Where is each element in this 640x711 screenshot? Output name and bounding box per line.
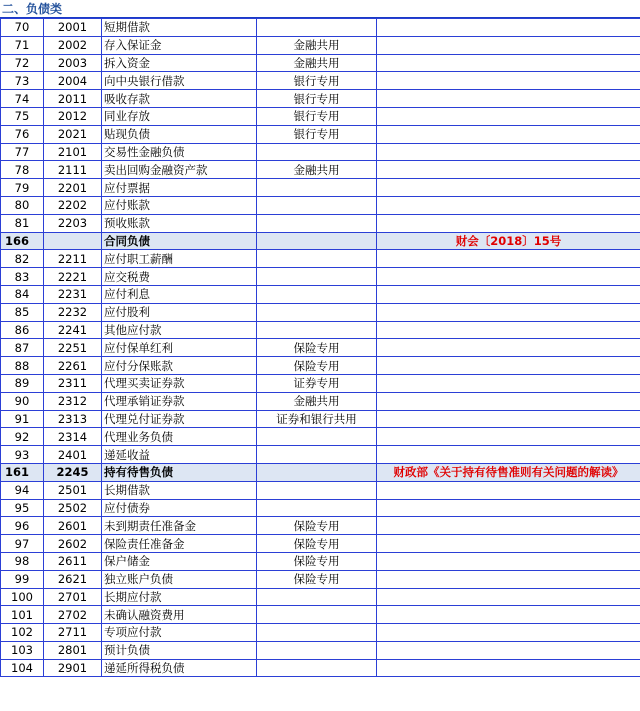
cell-note[interactable] (377, 410, 640, 428)
cell-scope[interactable]: 保险专用 (257, 570, 377, 588)
cell-account-name[interactable]: 代理兑付证券款 (102, 410, 257, 428)
cell-scope[interactable] (257, 641, 377, 659)
table-row (1, 641, 640, 659)
table-row (1, 268, 640, 286)
table-row (1, 606, 640, 624)
cell-scope[interactable]: 金融共用 (257, 161, 377, 179)
cell-account-code[interactable]: 2313 (44, 410, 102, 428)
cell-seq-no[interactable]: 104 (1, 659, 44, 677)
cell-account-code[interactable]: 2312 (44, 392, 102, 410)
cell-seq-no[interactable]: 72 (1, 54, 44, 72)
table-row (1, 339, 640, 357)
cell-account-name[interactable]: 合同负债 (102, 232, 257, 250)
cell-account-name[interactable]: 递延所得税负债 (102, 659, 257, 677)
cell-account-name[interactable]: 保险责任准备金 (102, 535, 257, 553)
table-row (1, 410, 640, 428)
table-row-highlighted (1, 463, 640, 481)
cell-account-name[interactable]: 应付票据 (102, 179, 257, 197)
cell-account-code[interactable]: 2501 (44, 481, 102, 499)
cell-seq-no[interactable]: 82 (1, 250, 44, 268)
cell-account-code[interactable]: 2502 (44, 499, 102, 517)
table-row-highlighted (1, 232, 640, 250)
cell-scope[interactable]: 证券和银行共用 (257, 410, 377, 428)
cell-scope[interactable]: 银行专用 (257, 125, 377, 143)
cell-seq-no[interactable]: 88 (1, 357, 44, 375)
cell-seq-no[interactable]: 81 (1, 214, 44, 232)
cell-scope[interactable] (257, 624, 377, 642)
cell-account-name[interactable]: 拆入资金 (102, 54, 257, 72)
cell-seq-no[interactable]: 78 (1, 161, 44, 179)
table-row (1, 624, 640, 642)
cell-note[interactable] (377, 161, 640, 179)
cell-scope[interactable] (257, 196, 377, 214)
cell-note[interactable] (377, 481, 640, 499)
cell-note[interactable] (377, 250, 640, 268)
cell-note[interactable] (377, 179, 640, 197)
table-row (1, 374, 640, 392)
cell-account-code[interactable] (44, 232, 102, 250)
cell-account-code[interactable]: 2202 (44, 196, 102, 214)
table-row (1, 321, 640, 339)
table-row (1, 161, 640, 179)
cell-scope[interactable] (257, 268, 377, 286)
table-row (1, 250, 640, 268)
cell-scope[interactable] (257, 588, 377, 606)
cell-seq-no[interactable]: 75 (1, 107, 44, 125)
cell-account-name[interactable]: 应付账款 (102, 196, 257, 214)
cell-account-code[interactable]: 2221 (44, 268, 102, 286)
table-row (1, 659, 640, 677)
cell-account-code[interactable]: 2261 (44, 357, 102, 375)
cell-account-name[interactable]: 长期借款 (102, 481, 257, 499)
table-row (1, 303, 640, 321)
cell-scope[interactable]: 金融共用 (257, 54, 377, 72)
cell-account-code[interactable]: 2001 (44, 19, 102, 37)
cell-seq-no[interactable]: 73 (1, 72, 44, 90)
cell-account-code[interactable]: 2201 (44, 179, 102, 197)
cell-seq-no[interactable]: 84 (1, 285, 44, 303)
cell-scope[interactable] (257, 303, 377, 321)
table-row (1, 196, 640, 214)
cell-seq-no[interactable]: 91 (1, 410, 44, 428)
cell-account-code[interactable]: 2101 (44, 143, 102, 161)
table-row (1, 357, 640, 375)
cell-scope[interactable] (257, 232, 377, 250)
cell-note[interactable] (377, 641, 640, 659)
cell-scope[interactable]: 银行专用 (257, 90, 377, 108)
table-row (1, 428, 640, 446)
cell-note[interactable] (377, 196, 640, 214)
cell-seq-no[interactable]: 99 (1, 570, 44, 588)
cell-seq-no[interactable]: 74 (1, 90, 44, 108)
cell-scope[interactable]: 金融共用 (257, 36, 377, 54)
cell-scope[interactable]: 保险专用 (257, 339, 377, 357)
cell-note[interactable] (377, 36, 640, 54)
cell-scope[interactable] (257, 250, 377, 268)
cell-seq-no[interactable]: 95 (1, 499, 44, 517)
cell-account-name[interactable]: 其他应付款 (102, 321, 257, 339)
cell-scope[interactable] (257, 606, 377, 624)
cell-seq-no[interactable]: 161 (1, 463, 44, 481)
cell-seq-no[interactable]: 85 (1, 303, 44, 321)
table-row (1, 392, 640, 410)
cell-account-code[interactable]: 2203 (44, 214, 102, 232)
table-row (1, 36, 640, 54)
cell-note[interactable] (377, 321, 640, 339)
cell-scope[interactable]: 银行专用 (257, 72, 377, 90)
cell-account-code[interactable]: 2401 (44, 446, 102, 464)
accounts-table-body (1, 19, 640, 677)
cell-note[interactable] (377, 535, 640, 553)
cell-scope[interactable] (257, 19, 377, 37)
cell-scope[interactable]: 保险专用 (257, 535, 377, 553)
cell-account-code[interactable]: 2314 (44, 428, 102, 446)
cell-note[interactable] (377, 125, 640, 143)
cell-note[interactable] (377, 54, 640, 72)
table-row (1, 90, 640, 108)
cell-account-code[interactable]: 2111 (44, 161, 102, 179)
cell-seq-no[interactable]: 76 (1, 125, 44, 143)
cell-account-code[interactable]: 2232 (44, 303, 102, 321)
cell-seq-no[interactable]: 97 (1, 535, 44, 553)
cell-account-name[interactable]: 存入保证金 (102, 36, 257, 54)
cell-seq-no[interactable]: 93 (1, 446, 44, 464)
cell-scope[interactable] (257, 499, 377, 517)
table-row (1, 481, 640, 499)
cell-seq-no[interactable]: 87 (1, 339, 44, 357)
cell-seq-no[interactable]: 96 (1, 517, 44, 535)
cell-scope[interactable] (257, 463, 377, 481)
cell-account-name[interactable]: 应付分保账款 (102, 357, 257, 375)
cell-scope[interactable]: 证券专用 (257, 374, 377, 392)
cell-scope[interactable]: 保险专用 (257, 357, 377, 375)
cell-scope[interactable] (257, 446, 377, 464)
cell-note[interactable] (377, 499, 640, 517)
cell-note[interactable] (377, 588, 640, 606)
cell-account-name[interactable]: 预计负债 (102, 641, 257, 659)
cell-account-code[interactable]: 2211 (44, 250, 102, 268)
cell-account-name[interactable]: 同业存放 (102, 107, 257, 125)
cell-note[interactable] (377, 357, 640, 375)
cell-account-name[interactable]: 应付利息 (102, 285, 257, 303)
table-row (1, 125, 640, 143)
cell-scope[interactable]: 金融共用 (257, 392, 377, 410)
cell-seq-no[interactable]: 83 (1, 268, 44, 286)
cell-seq-no[interactable]: 89 (1, 374, 44, 392)
cell-scope[interactable] (257, 321, 377, 339)
cell-seq-no[interactable]: 166 (1, 232, 44, 250)
cell-note[interactable] (377, 214, 640, 232)
table-row (1, 552, 640, 570)
cell-note[interactable] (377, 428, 640, 446)
cell-scope[interactable] (257, 179, 377, 197)
cell-seq-no[interactable]: 92 (1, 428, 44, 446)
cell-account-name[interactable]: 持有待售负债 (102, 463, 257, 481)
cell-note[interactable] (377, 570, 640, 588)
cell-account-code[interactable]: 2231 (44, 285, 102, 303)
cell-seq-no[interactable]: 70 (1, 19, 44, 37)
cell-account-code[interactable]: 2004 (44, 72, 102, 90)
table-row (1, 446, 640, 464)
cell-account-code[interactable]: 2711 (44, 624, 102, 642)
cell-account-code[interactable]: 2311 (44, 374, 102, 392)
cell-note[interactable] (377, 285, 640, 303)
cell-seq-no[interactable]: 80 (1, 196, 44, 214)
cell-account-name[interactable]: 短期借款 (102, 19, 257, 37)
cell-account-code[interactable]: 2245 (44, 463, 102, 481)
cell-seq-no[interactable]: 77 (1, 143, 44, 161)
cell-note[interactable]: 财会〔2018〕15号 (377, 232, 640, 250)
cell-account-code[interactable]: 2251 (44, 339, 102, 357)
cell-seq-no[interactable]: 86 (1, 321, 44, 339)
cell-account-name[interactable]: 吸收存款 (102, 90, 257, 108)
cell-note[interactable] (377, 517, 640, 535)
table-row (1, 54, 640, 72)
table-row (1, 285, 640, 303)
cell-note[interactable] (377, 107, 640, 125)
table-row (1, 19, 640, 37)
cell-seq-no[interactable]: 94 (1, 481, 44, 499)
cell-account-code[interactable]: 2021 (44, 125, 102, 143)
accounts-table (0, 18, 640, 677)
cell-note[interactable] (377, 339, 640, 357)
cell-account-code[interactable]: 2701 (44, 588, 102, 606)
cell-seq-no[interactable]: 90 (1, 392, 44, 410)
cell-scope[interactable] (257, 285, 377, 303)
cell-account-name[interactable]: 应付保单红利 (102, 339, 257, 357)
section-title: 二、负债类 (0, 0, 640, 18)
cell-note[interactable] (377, 446, 640, 464)
cell-account-name[interactable]: 代理买卖证券款 (102, 374, 257, 392)
cell-note[interactable] (377, 392, 640, 410)
cell-scope[interactable] (257, 428, 377, 446)
cell-note[interactable] (377, 552, 640, 570)
table-row (1, 535, 640, 553)
cell-note[interactable] (377, 659, 640, 677)
cell-account-name[interactable]: 交易性金融负债 (102, 143, 257, 161)
cell-seq-no[interactable]: 102 (1, 624, 44, 642)
cell-account-name[interactable]: 预收账款 (102, 214, 257, 232)
table-row (1, 499, 640, 517)
cell-account-name[interactable]: 向中央银行借款 (102, 72, 257, 90)
cell-account-name[interactable]: 应付股利 (102, 303, 257, 321)
cell-account-code[interactable]: 2002 (44, 36, 102, 54)
cell-scope[interactable]: 银行专用 (257, 107, 377, 125)
cell-account-code[interactable]: 2602 (44, 535, 102, 553)
table-row (1, 143, 640, 161)
cell-seq-no[interactable]: 100 (1, 588, 44, 606)
cell-scope[interactable] (257, 481, 377, 499)
cell-account-code[interactable]: 2901 (44, 659, 102, 677)
cell-scope[interactable] (257, 659, 377, 677)
cell-account-name[interactable]: 递延收益 (102, 446, 257, 464)
cell-note[interactable] (377, 624, 640, 642)
cell-account-name[interactable]: 未确认融资费用 (102, 606, 257, 624)
cell-account-name[interactable]: 代理业务负债 (102, 428, 257, 446)
cell-note[interactable]: 财政部《关于持有待售准则有关问题的解读》 (377, 463, 640, 481)
cell-account-code[interactable]: 2012 (44, 107, 102, 125)
cell-account-name[interactable]: 独立账户负债 (102, 570, 257, 588)
cell-seq-no[interactable]: 98 (1, 552, 44, 570)
cell-account-name[interactable]: 贴现负债 (102, 125, 257, 143)
cell-account-code[interactable]: 2003 (44, 54, 102, 72)
cell-account-name[interactable]: 保户储金 (102, 552, 257, 570)
cell-account-name[interactable]: 应付职工薪酬 (102, 250, 257, 268)
cell-account-name[interactable]: 未到期责任准备金 (102, 517, 257, 535)
cell-account-name[interactable]: 专项应付款 (102, 624, 257, 642)
cell-note[interactable] (377, 268, 640, 286)
cell-seq-no[interactable]: 101 (1, 606, 44, 624)
cell-scope[interactable]: 保险专用 (257, 517, 377, 535)
cell-account-name[interactable]: 卖出回购金融资产款 (102, 161, 257, 179)
table-row (1, 72, 640, 90)
cell-account-name[interactable]: 代理承销证券款 (102, 392, 257, 410)
table-row (1, 588, 640, 606)
cell-seq-no[interactable]: 79 (1, 179, 44, 197)
cell-scope[interactable] (257, 143, 377, 161)
cell-account-code[interactable]: 2611 (44, 552, 102, 570)
cell-note[interactable] (377, 72, 640, 90)
cell-account-name[interactable]: 应交税费 (102, 268, 257, 286)
cell-note[interactable] (377, 90, 640, 108)
cell-account-code[interactable]: 2621 (44, 570, 102, 588)
cell-account-code[interactable]: 2011 (44, 90, 102, 108)
table-row (1, 214, 640, 232)
cell-seq-no[interactable]: 103 (1, 641, 44, 659)
cell-scope[interactable]: 保险专用 (257, 552, 377, 570)
cell-note[interactable] (377, 19, 640, 37)
cell-account-code[interactable]: 2702 (44, 606, 102, 624)
table-row (1, 570, 640, 588)
cell-account-code[interactable]: 2801 (44, 641, 102, 659)
cell-scope[interactable] (257, 214, 377, 232)
cell-account-name[interactable]: 长期应付款 (102, 588, 257, 606)
cell-account-name[interactable]: 应付债券 (102, 499, 257, 517)
table-row (1, 517, 640, 535)
cell-note[interactable] (377, 374, 640, 392)
cell-note[interactable] (377, 303, 640, 321)
cell-account-code[interactable]: 2601 (44, 517, 102, 535)
cell-seq-no[interactable]: 71 (1, 36, 44, 54)
table-row (1, 179, 640, 197)
cell-note[interactable] (377, 143, 640, 161)
cell-account-code[interactable]: 2241 (44, 321, 102, 339)
table-row (1, 107, 640, 125)
cell-note[interactable] (377, 606, 640, 624)
